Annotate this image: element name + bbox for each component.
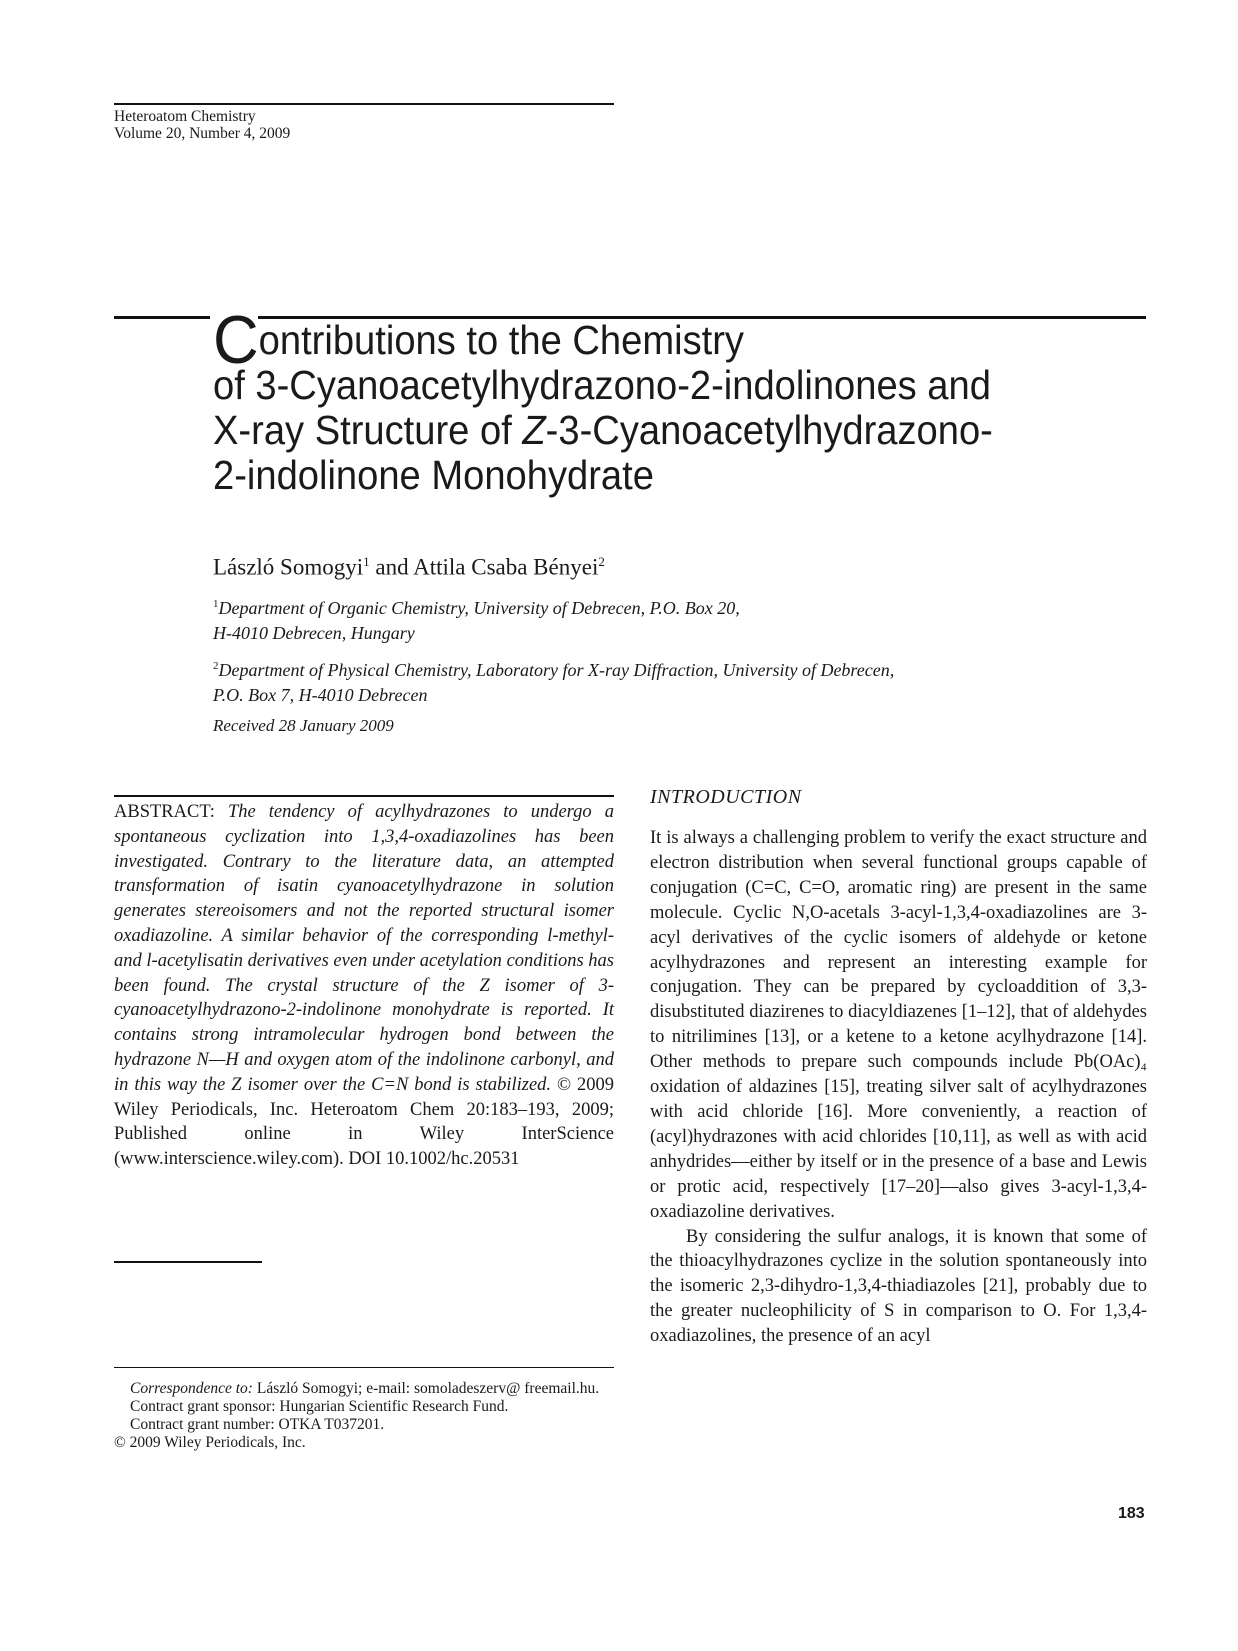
title-line-1: ontributions to the Chemistry: [258, 317, 745, 363]
abstract-end-rule: [114, 1261, 262, 1263]
affiliation-1-mark: 1: [213, 598, 219, 610]
correspondence-text: László Somogyi; e-mail: somoladeszerv@ freemail.hu.: [252, 1380, 600, 1397]
title-line-3-pre: X-ray Structure of: [213, 407, 523, 453]
introduction-paragraph-2: By considering the sulfur analogs, it is known that some of the thioacylhydrazones cyclize in the solution spontaneously into the isomeric 2,3-dihydro-1,3,4-thiadiazoles [21], probably due to the greater nucleophilicity of S in comparison to O. For 1,3,4-oxadiazolines, the presence of an acyl: [650, 1226, 1147, 1347]
introduction-paragraph-1: It is always a challenging problem to verify the exact structure and electron distribution when several functional groups capable of conjugation (C=C, C=O, aromatic ring) are present in the same molecule. Cyclic N,O-acetals 3-acyl-1,3,4-oxadiazolines are 3-acyl derivatives of the cyclic isomers of aldehyde or ketone acylhydrazones and represent an interesting example for conjugation. They can be prepared by cycloaddition of 3,3-disubstituted diazirenes to diacyldiazenes [1–12], that of aldehydes to nitrilimines [13], or a ketene to a ketone acylhydrazone [14]. Other methods to prepare such compounds include Pb(OAc)₄ oxidation of aldazines [15], treating silver salt of acylhydrazones with acid chloride [16]. More conveniently, a reaction of (acyl)hydrazones with acid chlorides [10,11], as well as with acid anhydrides—either by itself or in the presence of a base and Lewis or protic acid, respectively [17–20]—also gives 3-acyl-1,3,4-oxadiazoline derivatives.: [650, 828, 1147, 1222]
article-title: [213, 302, 1097, 498]
grant-sponsor-note: Contract grant sponsor: Hungarian Scientific Research Fund.: [130, 1398, 509, 1415]
abstract: [114, 800, 614, 1172]
affiliation-1: [213, 592, 1113, 646]
journal-header-rule: [114, 103, 614, 105]
introduction-heading: INTRODUCTION: [650, 786, 802, 808]
title-line-3-post: -3-Cyanoacetylhydrazono-: [545, 407, 993, 453]
correspondence-label: Correspondence to:: [130, 1380, 253, 1397]
affiliation-2-line-2: P.O. Box 7, H-4010 Debrecen: [213, 685, 428, 705]
abstract-body: The tendency of acylhydrazones to undergo a spontaneous cyclization into 1,3,4-oxadiazolines has been investigated. Contrary to the literature data, an attempted transformation of isatin cyanoacetylhydrazone in solution generates stereoisomers and not the reported structural isomer oxadiazoline. A similar behavior of the corresponding l-methyl- and l-acetylisatin derivatives even under acetylation conditions has been found. The crystal structure of the Z isomer of 3-cyanoacetylhydrazono-2-indolinone monohydrate is reported. It contains strong intramolecular hydrogen bond between the hydrazone N—H and oxygen atom of the indolinone carbonyl, and in this way the Z isomer over the C=N bond is stabilized.: [114, 802, 615, 1095]
title-dropcap: C: [213, 302, 259, 378]
affiliation-1-line-1: Department of Organic Chemistry, University of Debrecen, P.O. Box 20,: [218, 598, 740, 618]
page-number: 183: [1118, 1505, 1145, 1522]
author-1-mark: 1: [363, 554, 370, 569]
correspondence-note: [114, 1380, 614, 1398]
journal-volume: Volume 20, Number 4, 2009: [114, 125, 291, 142]
footnotes: [114, 1380, 614, 1452]
journal-name: Heteroatom Chemistry: [114, 108, 256, 125]
author-2: Attila Csaba Bényei: [413, 554, 599, 580]
affiliation-1-line-2: H-4010 Debrecen, Hungary: [213, 623, 415, 643]
affiliation-2-line-1: Department of Physical Chemistry, Laboratory for X-ray Diffraction, University of Debrecen,: [218, 660, 895, 680]
introduction-body: [650, 826, 1147, 1349]
author-2-mark: 2: [598, 554, 605, 569]
journal-header: [114, 108, 290, 142]
title-rule-left: [114, 316, 210, 319]
affiliation-2: [213, 654, 1113, 708]
title-line-4: 2-indolinone Monohydrate: [213, 452, 654, 498]
footnote-rule: [114, 1367, 614, 1368]
copyright-note: © 2009 Wiley Periodicals, Inc.: [114, 1434, 306, 1451]
author-list: [213, 549, 605, 581]
affiliation-2-mark: 2: [213, 660, 219, 672]
received-date: Received 28 January 2009: [213, 716, 394, 735]
title-line-3-italic: Z: [522, 407, 546, 453]
abstract-top-rule: [114, 795, 614, 797]
grant-number-note: Contract grant number: OTKA T037201.: [130, 1416, 385, 1433]
abstract-label: ABSTRACT:: [114, 802, 215, 822]
title-line-2: of 3-Cyanoacetylhydrazono-2-indolinones and: [213, 362, 991, 408]
author-conjunction: and: [369, 554, 414, 580]
abstract-citation: © 2009 Wiley Periodicals, Inc. Heteroatom Chem 20:183–193, 2009; Published online in Wiley InterScience (www.interscience.wiley.com). DOI 10.1002/hc.20531: [114, 1074, 614, 1170]
title-line-3: [213, 408, 1097, 453]
author-1: László Somogyi: [213, 554, 364, 580]
